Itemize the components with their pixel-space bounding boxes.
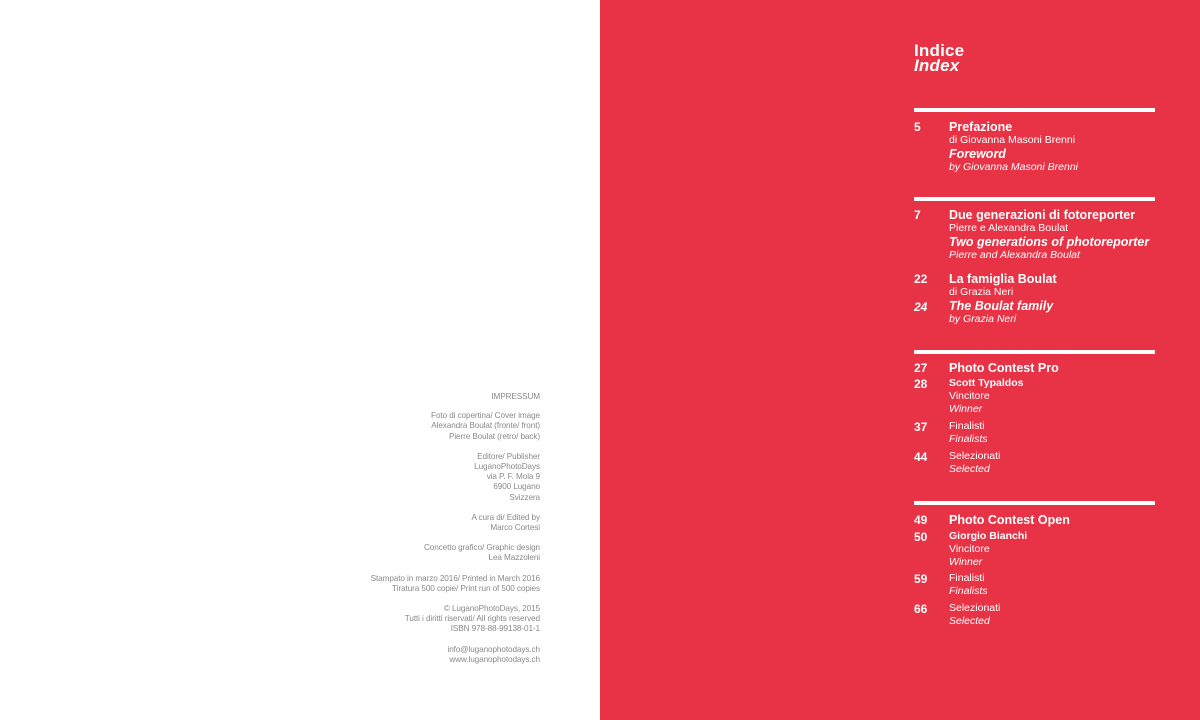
impressum-line: ISBN 978-88-99138-01-1 [450, 624, 540, 634]
entry-label-en: Finalists [949, 433, 988, 445]
index-heading [914, 43, 964, 73]
entry-title: Prefazione [949, 120, 1013, 134]
impressum-line: Marco Cortesi [490, 523, 540, 533]
page-number: 27 [914, 361, 928, 375]
page-number-en: 24 [914, 300, 928, 314]
impressum-title: IMPRESSUM [491, 392, 540, 401]
page-number: 5 [914, 120, 921, 134]
right-page-index [600, 0, 1200, 720]
impressum-publisher [280, 452, 540, 503]
impressum-copyright [280, 604, 540, 635]
impressum-line: Editore/ Publisher [477, 451, 540, 461]
page-number: 22 [914, 272, 928, 286]
impressum-line: via P. F. Mola 9 [486, 472, 540, 482]
impressum-line: Tiratura 500 copie/ Print run of 500 copies [392, 583, 540, 593]
impressum-line: © LuganoPhotoDays, 2015 [443, 604, 540, 614]
winner-name: Giorgio Bianchi [949, 530, 1028, 542]
entry-label-en: Winner [949, 403, 983, 415]
entry-title-en: Two generations of photoreporter [949, 235, 1150, 249]
entry-title: Photo Contest Pro [949, 361, 1059, 375]
impressum-editor [280, 513, 540, 533]
impressum-line: Concetto grafico/ Graphic design [423, 543, 540, 553]
impressum-line: Tutti i diritti riservati/ All rights reserved [404, 614, 540, 624]
impressum [280, 392, 540, 675]
impressum-line: Svizzera [509, 492, 540, 502]
entry-label-en: Selected [949, 463, 990, 475]
impressum-line: Pierre Boulat (retro/ back) [448, 431, 540, 441]
impressum-line: Alexandra Boulat (fronte/ front) [431, 421, 540, 431]
impressum-design [280, 543, 540, 563]
entry-title-en: Foreword [949, 147, 1006, 161]
section-divider [914, 501, 1155, 505]
page-number: 44 [914, 450, 928, 464]
page-number: 66 [914, 602, 928, 616]
entry-title-en: The Boulat family [949, 299, 1054, 313]
entry-title: Photo Contest Open [949, 513, 1070, 527]
section-divider [914, 108, 1155, 112]
entry-title: La famiglia Boulat [949, 272, 1057, 286]
index-heading-it: Indice [914, 41, 965, 60]
index-heading-en: Index [914, 56, 960, 75]
impressum-website: www.luganophotodays.ch [449, 654, 540, 664]
impressum-printing [280, 574, 540, 594]
entry-label-en: Winner [949, 556, 983, 568]
entry-author-en: by Grazia Neri [949, 313, 1017, 325]
impressum-line: Foto di copertina/ Cover image [431, 411, 540, 421]
entry-author: di Grazia Neri [949, 286, 1014, 298]
impressum-line: Lea Mazzoleni [488, 553, 540, 563]
entry-label: Selezionati [949, 450, 1001, 462]
entry-label: Vincitore [949, 390, 990, 402]
impressum-line: A cura di/ Edited by [471, 512, 540, 522]
entry-label: Vincitore [949, 543, 990, 555]
page-number: 37 [914, 420, 928, 434]
page-number: 59 [914, 572, 928, 586]
section-divider [914, 350, 1155, 354]
entry-author-en: by Giovanna Masoni Brenni [949, 161, 1078, 173]
entry-author-en: Pierre and Alexandra Boulat [949, 249, 1080, 261]
entry-author: Pierre e Alexandra Boulat [949, 222, 1069, 234]
entry-label: Finalisti [949, 420, 985, 432]
section-divider [914, 197, 1155, 201]
impressum-contacts [280, 645, 540, 665]
page-number: 49 [914, 513, 928, 527]
entry-title: Due generazioni di fotoreporter [949, 208, 1136, 222]
impressum-cover-credits [280, 411, 540, 442]
entry-label: Selezionati [949, 602, 1001, 614]
impressum-email: info@luganophotodays.ch [447, 644, 540, 654]
impressum-line: LuganoPhotoDays [474, 462, 540, 472]
page-number: 7 [914, 208, 921, 222]
entry-label-en: Selected [949, 615, 990, 627]
entry-label-en: Finalists [949, 585, 988, 597]
winner-name: Scott Typaldos [949, 377, 1024, 389]
entry-label: Finalisti [949, 572, 985, 584]
impressum-line: 6900 Lugano [493, 482, 540, 492]
page-number: 50 [914, 530, 928, 544]
impressum-line: Stampato in marzo 2016/ Printed in March 2016 [370, 573, 540, 583]
entry-author: di Giovanna Masoni Brenni [949, 134, 1076, 146]
page-number: 28 [914, 377, 928, 391]
